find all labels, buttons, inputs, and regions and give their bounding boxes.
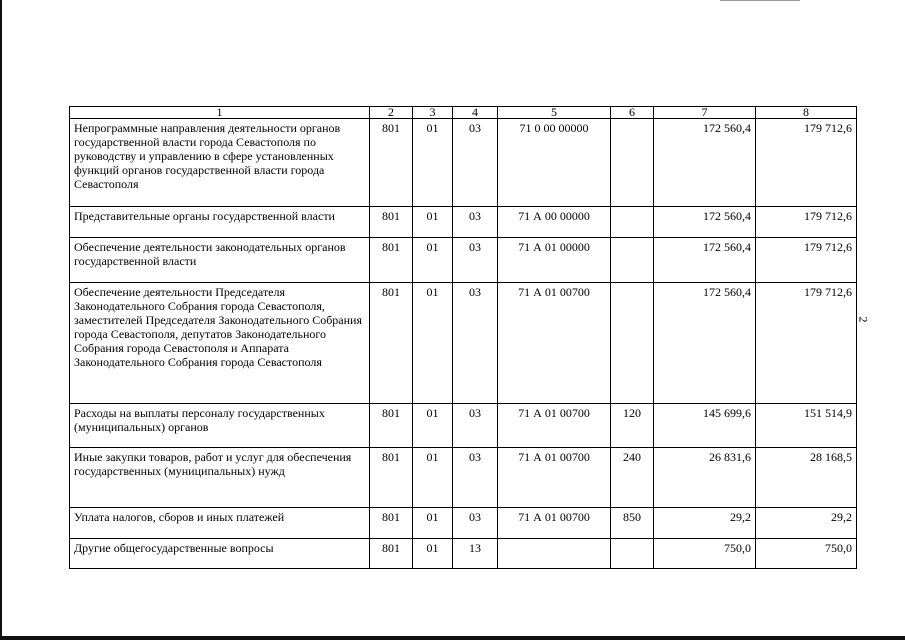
row-c7: 29,2 (654, 508, 756, 539)
row-c3: 01 (413, 404, 453, 448)
row-c3: 01 (413, 448, 453, 508)
header-cell: 1 (70, 107, 370, 119)
row-c5 (498, 539, 611, 569)
row-c3: 01 (413, 283, 453, 404)
table-row (70, 283, 857, 404)
row-c6 (611, 207, 654, 238)
table-row (70, 207, 857, 238)
table-row (70, 539, 857, 569)
row-c2: 801 (370, 119, 413, 207)
row-c2: 801 (370, 539, 413, 569)
row-c8: 28 168,5 (756, 448, 857, 508)
row-c5: 71 А 01 00000 (498, 238, 611, 283)
table-row (70, 119, 857, 207)
table-row (70, 448, 857, 508)
row-name: Другие общегосударственные вопросы (70, 539, 370, 569)
page-number: 2 (856, 316, 871, 323)
row-c2: 801 (370, 283, 413, 404)
row-c2: 801 (370, 508, 413, 539)
row-c4: 03 (453, 119, 498, 207)
row-c8: 179 712,6 (756, 283, 857, 404)
row-c4: 03 (453, 238, 498, 283)
row-c7: 172 560,4 (654, 207, 756, 238)
header-cell: 6 (611, 107, 654, 119)
table-row (70, 508, 857, 539)
row-c6 (611, 283, 654, 404)
row-c3: 01 (413, 238, 453, 283)
scan-border-left (0, 0, 2, 640)
row-c2: 801 (370, 448, 413, 508)
row-c5: 71 А 01 00700 (498, 508, 611, 539)
row-name: Обеспечение деятельности Председателя Законодательного Собрания города Севастополя, заместителей Председателя Законодательного Собрания города Севастополя, депутатов Законодательного Собрания города Севастополя и Аппарата Законодательного Собрания города Севастополя (70, 283, 370, 404)
row-c4: 03 (453, 207, 498, 238)
row-c5: 71 А 01 00700 (498, 283, 611, 404)
row-c3: 01 (413, 539, 453, 569)
header-cell: 2 (370, 107, 413, 119)
row-c4: 13 (453, 539, 498, 569)
row-c4: 03 (453, 508, 498, 539)
scan-mark-top (720, 0, 800, 1)
row-name: Расходы на выплаты персоналу государственных (муниципальных) органов (70, 404, 370, 448)
table-row (70, 404, 857, 448)
row-c3: 01 (413, 119, 453, 207)
row-c6: 120 (611, 404, 654, 448)
row-name: Представительные органы государственной власти (70, 207, 370, 238)
row-name: Уплата налогов, сборов и иных платежей (70, 508, 370, 539)
row-c6 (611, 539, 654, 569)
row-c5: 71 А 01 00700 (498, 404, 611, 448)
table-row (70, 238, 857, 283)
row-name: Иные закупки товаров, работ и услуг для обеспечения государственных (муниципальных) нужд (70, 448, 370, 508)
row-c8: 29,2 (756, 508, 857, 539)
row-name: Непрограммные направления деятельности органов государственной власти города Севастополя по руководству и управлению в сфере установленных функций органов государственной власти города Севастополя (70, 119, 370, 207)
row-c2: 801 (370, 404, 413, 448)
header-cell: 5 (498, 107, 611, 119)
row-c7: 750,0 (654, 539, 756, 569)
row-c8: 179 712,6 (756, 119, 857, 207)
row-c5: 71 0 00 00000 (498, 119, 611, 207)
row-c3: 01 (413, 508, 453, 539)
row-c6: 240 (611, 448, 654, 508)
header-cell: 8 (756, 107, 857, 119)
header-cell: 7 (654, 107, 756, 119)
row-c4: 03 (453, 448, 498, 508)
row-c8: 179 712,6 (756, 207, 857, 238)
row-c7: 26 831,6 (654, 448, 756, 508)
row-c5: 71 А 01 00700 (498, 448, 611, 508)
row-name: Обеспечение деятельности законодательных органов государственной власти (70, 238, 370, 283)
row-c7: 172 560,4 (654, 238, 756, 283)
row-c4: 03 (453, 404, 498, 448)
row-c6 (611, 119, 654, 207)
row-c6: 850 (611, 508, 654, 539)
scan-border-bottom (0, 636, 905, 640)
header-cell: 3 (413, 107, 453, 119)
row-c4: 03 (453, 283, 498, 404)
row-c7: 145 699,6 (654, 404, 756, 448)
row-c5: 71 А 00 00000 (498, 207, 611, 238)
row-c8: 151 514,9 (756, 404, 857, 448)
table-header-row (70, 107, 857, 119)
header-cell: 4 (453, 107, 498, 119)
row-c6 (611, 238, 654, 283)
budget-table (69, 106, 857, 569)
row-c2: 801 (370, 207, 413, 238)
row-c2: 801 (370, 238, 413, 283)
row-c7: 172 560,4 (654, 283, 756, 404)
row-c7: 172 560,4 (654, 119, 756, 207)
row-c3: 01 (413, 207, 453, 238)
row-c8: 179 712,6 (756, 238, 857, 283)
row-c8: 750,0 (756, 539, 857, 569)
